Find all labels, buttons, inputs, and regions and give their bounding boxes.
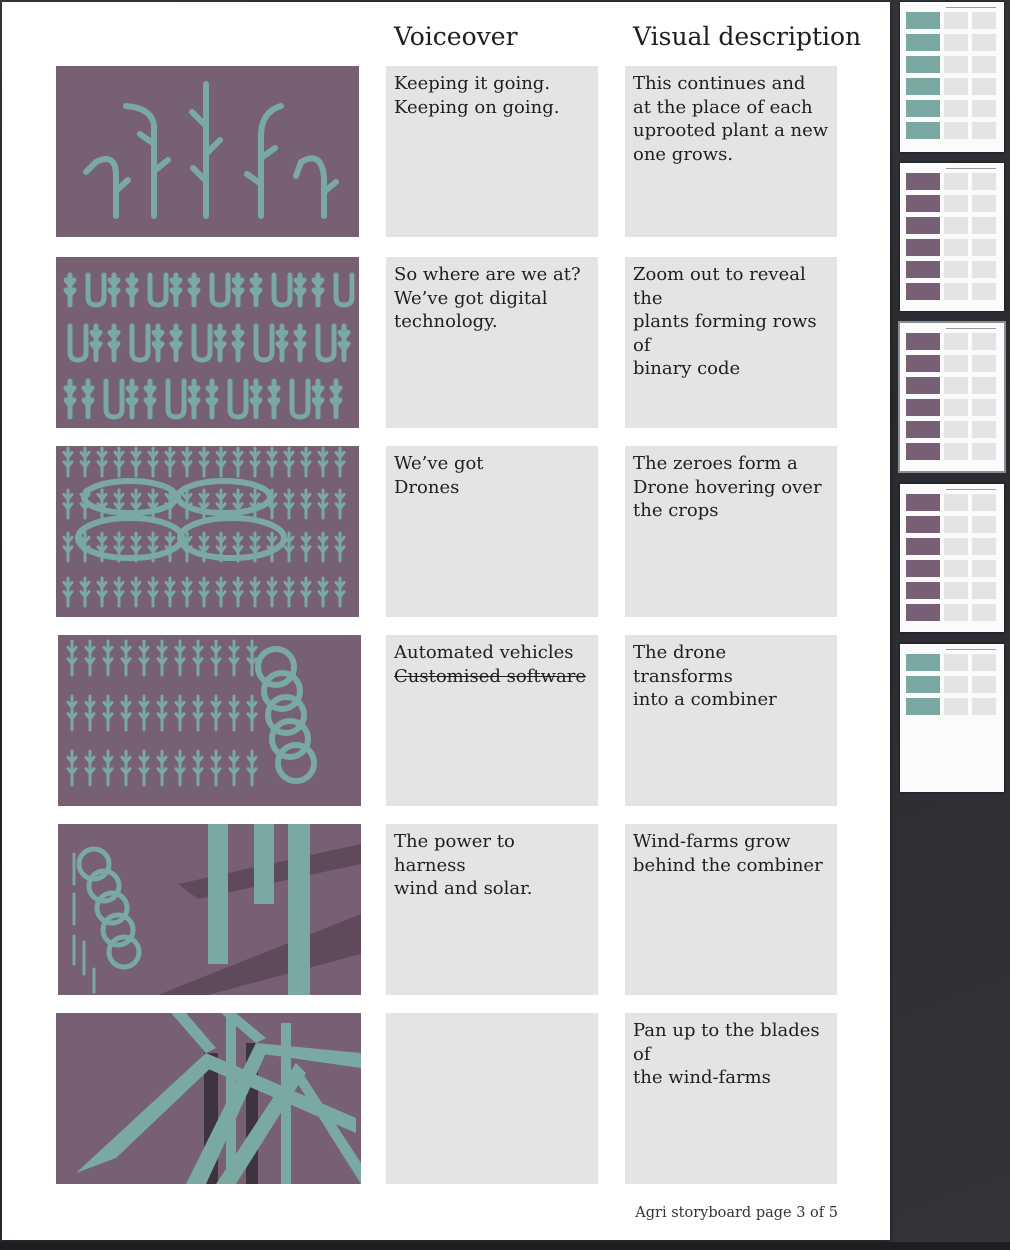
thumb-frame xyxy=(906,283,940,300)
thumb-header-line xyxy=(946,168,996,169)
visual-cell-1 xyxy=(625,66,837,237)
thumb-cell xyxy=(972,100,996,117)
thumb-cell xyxy=(972,12,996,29)
thumb-cell xyxy=(944,12,968,29)
thumb-frame xyxy=(906,173,940,190)
thumb-frame xyxy=(906,443,940,460)
voiceover-text-1: Keeping it going. Keeping on going. xyxy=(394,73,560,118)
visual-description-column-header: Visual description xyxy=(633,22,862,51)
thumb-frame xyxy=(906,538,940,555)
thumb-cell xyxy=(972,239,996,256)
voiceover-cell-3 xyxy=(386,446,598,617)
thumb-cell xyxy=(944,78,968,95)
thumb-frame xyxy=(906,582,940,599)
thumb-cell xyxy=(944,283,968,300)
thumb-frame xyxy=(906,239,940,256)
storyboard-frame-turbine-blades xyxy=(56,1013,361,1184)
storyboard-frame-wind-farm-towers xyxy=(58,824,361,995)
thumb-cell xyxy=(972,56,996,73)
voiceover-text-5: The power to harness wind and solar. xyxy=(394,831,533,899)
voiceover-struck-text-4: Customised software xyxy=(394,665,586,687)
thumb-frame xyxy=(906,100,940,117)
thumb-header-line xyxy=(946,489,996,490)
thumb-cell xyxy=(944,654,968,671)
thumb-cell xyxy=(944,560,968,577)
thumb-frame xyxy=(906,333,940,350)
page-thumbnail-5[interactable] xyxy=(900,644,1004,792)
thumb-cell xyxy=(972,78,996,95)
thumb-cell xyxy=(972,560,996,577)
thumb-cell xyxy=(944,538,968,555)
visual-cell-5 xyxy=(625,824,837,995)
thumb-cell xyxy=(944,195,968,212)
thumb-frame xyxy=(906,78,940,95)
voiceover-cell-1 xyxy=(386,66,598,237)
thumb-cell xyxy=(944,421,968,438)
thumb-frame xyxy=(906,421,940,438)
thumb-cell xyxy=(944,239,968,256)
thumb-frame xyxy=(906,377,940,394)
thumb-cell xyxy=(944,676,968,693)
thumb-frame xyxy=(906,12,940,29)
thumb-header-line xyxy=(946,7,996,8)
thumb-cell xyxy=(944,516,968,533)
thumb-frame xyxy=(906,494,940,511)
thumb-frame xyxy=(906,122,940,139)
thumb-header-line xyxy=(946,328,996,329)
thumb-frame xyxy=(906,698,940,715)
thumb-cell xyxy=(972,582,996,599)
thumb-cell xyxy=(944,494,968,511)
thumb-frame xyxy=(906,56,940,73)
thumb-cell xyxy=(944,355,968,372)
thumb-cell xyxy=(972,494,996,511)
thumb-cell xyxy=(972,333,996,350)
page-thumbnail-sidebar[interactable] xyxy=(898,0,1010,1250)
voiceover-cell-2 xyxy=(386,257,598,428)
thumb-cell xyxy=(972,217,996,234)
visual-text-2: Zoom out to reveal the plants forming rows of binary code xyxy=(633,264,817,379)
thumb-cell xyxy=(972,421,996,438)
voiceover-text-2: So where are we at? We’ve got digital technology. xyxy=(394,264,581,332)
page-thumbnail-3[interactable] xyxy=(900,323,1004,471)
visual-text-4: The drone transforms into a combiner xyxy=(633,642,777,710)
voiceover-text-3: We’ve got Drones xyxy=(394,453,484,498)
thumb-cell xyxy=(944,261,968,278)
voiceover-cell-4 xyxy=(386,635,598,806)
thumb-cell xyxy=(944,604,968,621)
thumb-cell xyxy=(944,399,968,416)
thumb-frame xyxy=(906,560,940,577)
visual-text-3: The zeroes form a Drone hovering over the crops xyxy=(633,453,822,521)
voiceover-cell-5 xyxy=(386,824,598,995)
visual-text-6: Pan up to the blades of the wind-farms xyxy=(633,1020,820,1088)
thumb-frame xyxy=(906,34,940,51)
thumb-cell xyxy=(944,122,968,139)
thumb-frame xyxy=(906,217,940,234)
thumb-frame xyxy=(906,195,940,212)
page-thumbnail-4[interactable] xyxy=(900,484,1004,632)
page-footer: Agri storyboard page 3 of 5 xyxy=(635,1205,838,1221)
visual-text-5: Wind-farms grow behind the combiner xyxy=(633,831,823,876)
thumb-frame xyxy=(906,604,940,621)
thumb-cell xyxy=(972,538,996,555)
storyboard-frame-drone xyxy=(56,446,359,617)
thumb-cell xyxy=(944,173,968,190)
thumb-cell xyxy=(944,582,968,599)
thumb-cell xyxy=(972,443,996,460)
thumb-cell xyxy=(972,195,996,212)
page-thumbnail-2[interactable] xyxy=(900,163,1004,311)
visual-cell-2 xyxy=(625,257,837,428)
document-page xyxy=(2,2,890,1240)
visual-cell-3 xyxy=(625,446,837,617)
thumb-cell xyxy=(972,654,996,671)
thumb-cell xyxy=(972,283,996,300)
thumb-cell xyxy=(972,698,996,715)
thumb-cell xyxy=(944,377,968,394)
thumb-cell xyxy=(972,355,996,372)
thumb-frame xyxy=(906,654,940,671)
thumb-cell xyxy=(972,261,996,278)
page-thumbnail-1[interactable] xyxy=(900,2,1004,152)
thumb-frame xyxy=(906,399,940,416)
thumb-cell xyxy=(944,333,968,350)
thumb-cell xyxy=(972,604,996,621)
thumb-cell xyxy=(972,377,996,394)
voiceover-text-4: Automated vehicles xyxy=(394,642,574,663)
thumb-cell xyxy=(944,217,968,234)
thumb-cell xyxy=(972,34,996,51)
storyboard-frame-growing-plants xyxy=(56,66,359,237)
thumb-frame xyxy=(906,676,940,693)
storyboard-frame-binary-rows xyxy=(56,257,359,428)
visual-text-1: This continues and at the place of each uprooted plant a new one grows. xyxy=(633,73,829,165)
visual-cell-4 xyxy=(625,635,837,806)
voiceover-cell-6 xyxy=(386,1013,598,1184)
voiceover-column-header: Voiceover xyxy=(394,22,518,51)
storyboard-frame-combiner xyxy=(58,635,361,806)
thumb-cell xyxy=(944,34,968,51)
thumb-cell xyxy=(944,443,968,460)
thumb-cell xyxy=(944,56,968,73)
thumb-cell xyxy=(972,399,996,416)
visual-cell-6 xyxy=(625,1013,837,1184)
thumb-frame xyxy=(906,516,940,533)
thumb-cell xyxy=(972,122,996,139)
viewer-bottom-bar xyxy=(0,1242,1010,1250)
thumb-frame xyxy=(906,355,940,372)
thumb-cell xyxy=(944,698,968,715)
thumb-cell xyxy=(944,100,968,117)
thumb-cell xyxy=(972,676,996,693)
thumb-header-line xyxy=(946,649,996,650)
thumb-frame xyxy=(906,261,940,278)
thumb-cell xyxy=(972,516,996,533)
thumb-cell xyxy=(972,173,996,190)
